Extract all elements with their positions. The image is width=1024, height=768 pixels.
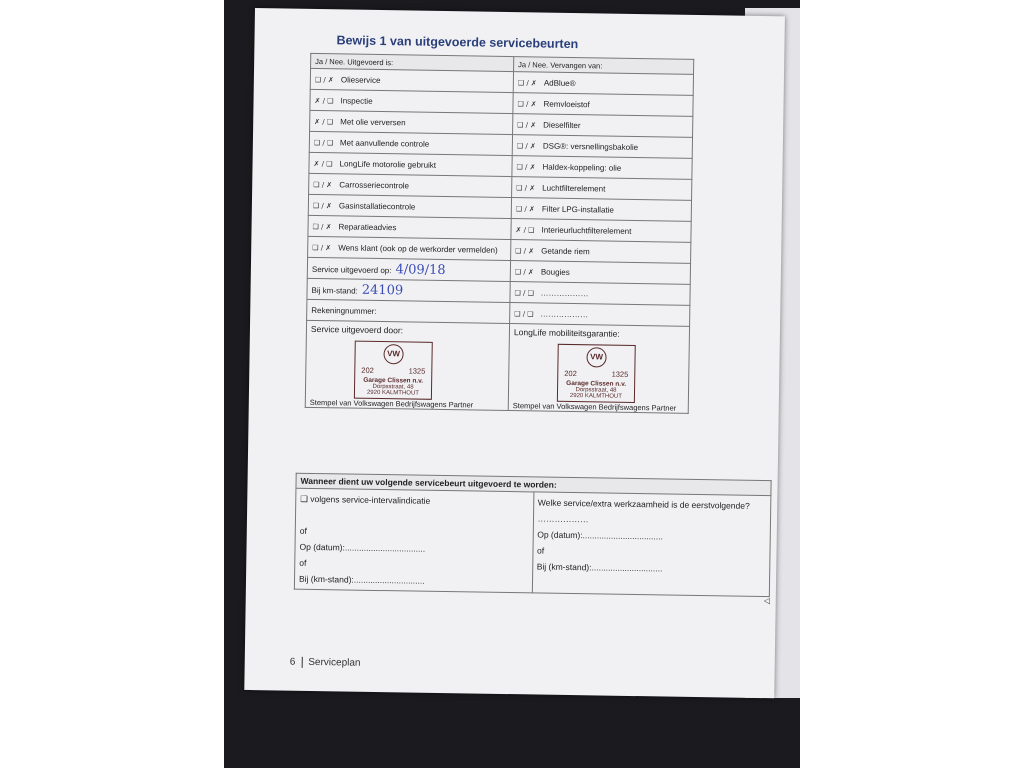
right-item: ✗ / ❑ Interieurluchtfilterelement [511,219,691,243]
right-item: ❑ / ✗ Filter LPG-installatie [511,198,691,222]
left-item: ❑ / ❑ Met aanvullende controle [309,131,512,155]
left-item: ❑ / ✗ Carrosseriecontrole [309,173,512,197]
right-item: ❑ / ✗ Dieselfilter [513,114,693,138]
longlife-cell: LongLife mobiliteitsgarantie: VW 202 1325 Garage Clissen n.v. Dorpsstraat, 48 2920 KALMTHOUT Stempel van Volkswagen Bedrijfswagens Partner [508,324,689,414]
empty-row-2: ❑ / ❑ ……………… [510,303,690,327]
left-item: ❑ / ✗ Reparatieadvies [308,215,511,239]
page-title: Bewijs 1 van uitgevoerde servicebeurten [336,33,579,52]
left-item: ✗ / ❑ Met olie verversen [310,110,513,134]
right-item: ❑ / ✗ Getande riem [511,240,691,264]
right-item: ❑ / ✗ DSG®: versnellingsbakolie [512,135,692,159]
vw-logo-icon: VW [586,347,606,367]
left-item: ❑ / ✗ Gasinstallatiecontrole [308,194,511,218]
invoice-cell: Rekeningnummer: [307,299,510,323]
stamp-caption: Stempel van Volkswagen Bedrijfswagens Partner [309,397,474,410]
next-left-cell: ❑ volgens service-intervalindicatie of Op (datum):.................................. of Bij (km-stand):.............................. [294,488,533,593]
right-item: ❑ / ✗ Luchtfilterelement [512,177,692,201]
next-service-table [294,473,772,597]
right-item: ❑ / ✗ AdBlue® [513,72,693,96]
next-service-header: Wanneer dient uw volgende servicebeurt uitgevoerd te worden: [296,473,771,495]
page-footer [290,657,361,669]
section-name: Serviceplan [308,656,361,669]
stamp-caption-2: Stempel van Volkswagen Bedrijfswagens Partner [512,401,677,413]
left-header: Ja / Nee. Uitgevoerd is: [311,53,514,71]
vw-logo-icon: VW [383,344,403,364]
left-item: ❑ / ✗ Wens klant (ook op de werkorder vermelden) [308,236,511,260]
left-item: ❑ / ✗ Olieservice [310,68,513,92]
left-item: ✗ / ❑ Inspectie [310,89,513,113]
dealer-stamp: VW 202 1325 Garage Clissen n.v. Dorpsstraat, 48 2920 KALMTHOUT [354,341,433,400]
dealer-stamp-2: VW 202 1325 Garage Clissen n.v. Dorpsstraat, 48 2920 KALMTHOUT [557,344,636,403]
left-item: ✗ / ❑ LongLife motorolie gebruikt [309,152,512,176]
right-header: Ja / Nee. Vervangen van: [514,57,694,75]
service-date-handwritten: 4/09/18 [395,261,446,278]
km-cell: Bij km-stand: 24109 [307,278,510,302]
next-right-cell: Welke service/extra werkzaamheid is de eerstvolgende? ……………… Op (datum):.................................. of Bij (km-stand):.............................. [532,492,771,597]
service-table [305,53,695,414]
performed-by-cell: Service uitgevoerd door: VW 202 1325 Garage Clissen n.v. Dorpsstraat, 48 2920 KALMTHOUT Stempel van Volkswagen Bedrijfswagens Partner [305,320,509,410]
right-item: ❑ / ✗ Haldex-koppeling: olie [512,156,692,180]
empty-row-1: ❑ / ❑ ……………… [510,282,690,306]
booklet-page [244,8,785,698]
service-date-cell: Service uitgevoerd op: 4/09/18 [307,257,510,281]
triangle-left-icon: ◁ [763,596,770,606]
bougies-cell: ❑ / ✗ Bougies [510,261,690,285]
page-number: 6 [290,657,303,668]
km-handwritten: 24109 [361,282,404,298]
right-item: ❑ / ✗ Remvloeistof [513,93,693,117]
